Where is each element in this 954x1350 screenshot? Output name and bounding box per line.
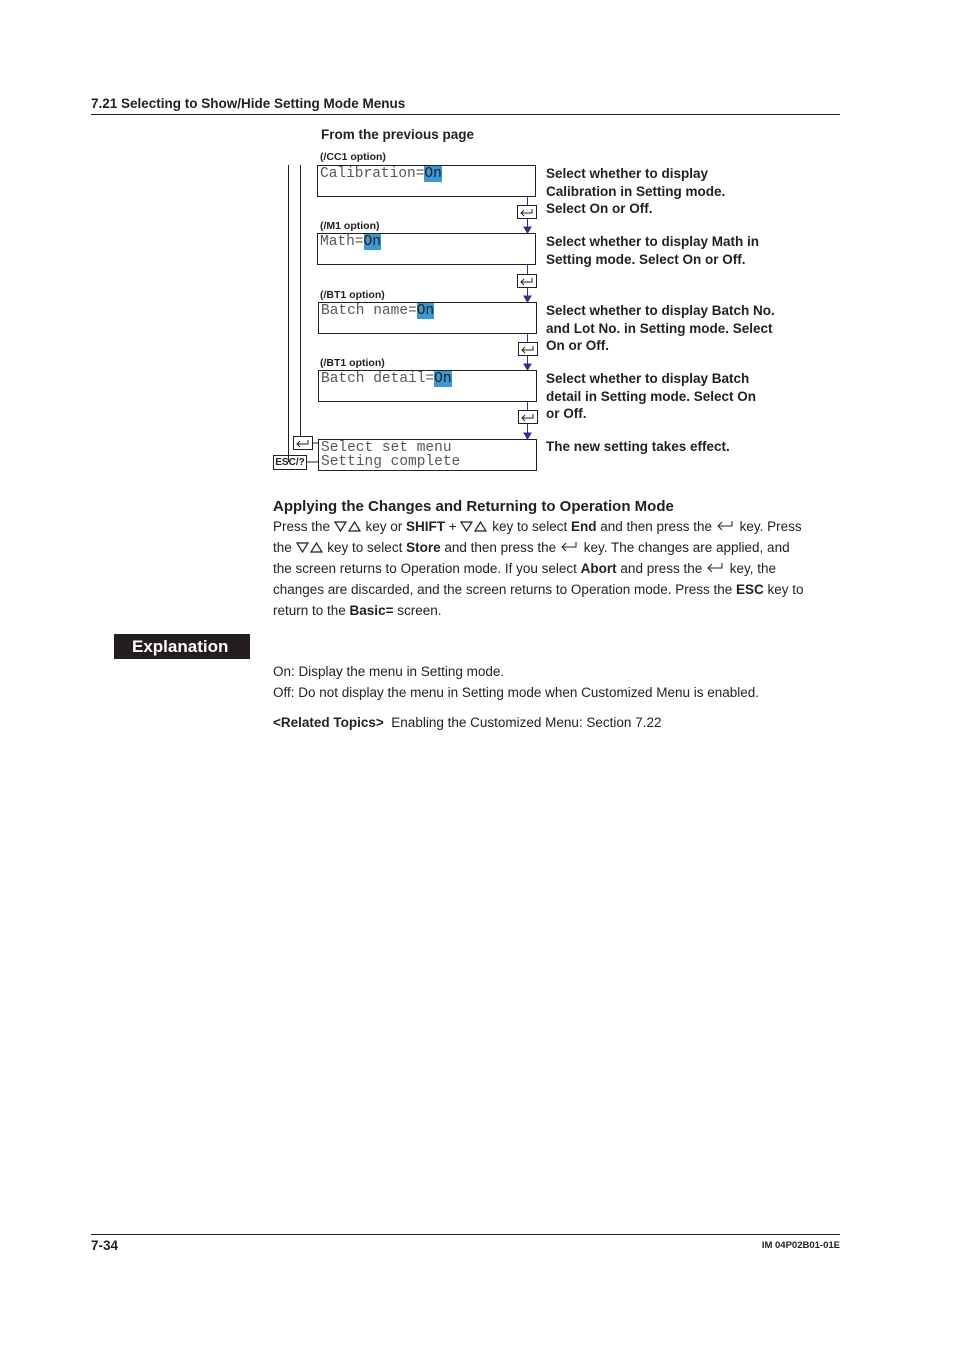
step-description — [546, 165, 806, 218]
enter-key-icon — [716, 519, 736, 534]
text: and then press the — [596, 519, 716, 534]
paragraph-line — [273, 558, 843, 579]
enter-key-icon — [517, 205, 537, 219]
enter-key-icon — [560, 540, 580, 555]
text: key or — [361, 519, 407, 534]
explanation-off-line: Off: Do not display the menu in Setting mode when Customized Menu is enabled. — [273, 685, 760, 700]
desc-line: Select whether to display — [546, 166, 709, 181]
enter-key-icon — [293, 436, 313, 450]
desc-line: detail in Setting mode. Select On — [546, 388, 757, 404]
text: Store — [406, 540, 441, 555]
final-description: The new setting takes effect. — [546, 439, 730, 454]
enter-key-icon — [517, 274, 537, 288]
option-label-m1: (/M1 option) — [320, 220, 380, 232]
esc-key: ESC/? — [273, 455, 307, 470]
text: screen. — [393, 603, 442, 618]
desc-line: or Off. — [546, 406, 587, 421]
text: and then press the — [440, 540, 560, 555]
page-number: 7-34 — [91, 1238, 119, 1253]
lcd-calibration — [317, 165, 536, 197]
text: SHIFT — [406, 519, 446, 534]
desc-line: and Lot No. in Setting mode. Select — [546, 320, 773, 336]
paragraph-line — [273, 600, 843, 621]
paragraph-line — [273, 579, 843, 600]
lcd-value: On — [434, 371, 452, 387]
option-label-cc1: (/CC1 option) — [320, 151, 386, 163]
applying-paragraph — [273, 516, 843, 621]
text: the — [273, 540, 296, 555]
lcd-value: On — [416, 303, 435, 319]
enter-key-icon — [706, 561, 726, 576]
paragraph-line — [273, 516, 843, 537]
desc-line: Select whether to display Batch No. — [546, 303, 775, 318]
step-description — [546, 233, 806, 268]
lcd-line: Select set menu — [321, 440, 452, 456]
text: key to — [763, 582, 804, 597]
option-label-bt1: (/BT1 option) — [320, 357, 385, 369]
down-up-keys-icon — [334, 519, 362, 534]
paragraph-line — [273, 537, 843, 558]
lcd-math — [317, 233, 536, 265]
explanation-on-line: On: Display the menu in Setting mode. — [273, 664, 505, 679]
step-description — [546, 370, 806, 423]
down-up-keys-icon — [460, 519, 488, 534]
lcd-value: On — [363, 234, 381, 250]
text: and press the — [616, 561, 706, 576]
down-up-keys-icon — [296, 540, 324, 555]
text: the screen returns to Operation mode. If you select — [273, 561, 581, 576]
from-previous-page: From the previous page — [321, 127, 475, 142]
text: + — [445, 519, 461, 534]
desc-line: Select On or Off. — [546, 201, 653, 216]
desc-line: Select whether to display Batch — [546, 371, 750, 386]
text: Basic= — [349, 603, 394, 618]
enter-key-icon — [518, 410, 538, 424]
text: ESC — [736, 582, 764, 597]
enter-key-icon — [518, 342, 538, 356]
lcd-batch-detail — [318, 370, 537, 402]
lcd-label: Batch name= — [321, 303, 417, 319]
option-label-bt1: (/BT1 option) — [320, 289, 385, 301]
desc-line: On or Off. — [546, 338, 609, 353]
related-topics — [273, 712, 843, 733]
text: key, the — [725, 561, 777, 576]
related-topics-label: <Related Topics> — [273, 715, 384, 730]
related-topics-text: Enabling the Customized Menu: Section 7.22 — [383, 715, 662, 730]
lcd-batch-name — [318, 302, 537, 334]
text: key. The changes are applied, and — [579, 540, 790, 555]
lcd-label: Batch detail= — [321, 371, 435, 387]
lcd-select-set-menu — [318, 439, 537, 471]
text: key. Press — [735, 519, 802, 534]
step-description — [546, 302, 806, 355]
text: key to select — [488, 519, 571, 534]
lcd-label: Calibration= — [320, 166, 425, 182]
desc-line: Select whether to display Math in — [546, 234, 760, 249]
footer-rule — [91, 1234, 840, 1235]
lcd-line: Setting complete — [321, 454, 461, 470]
text: End — [570, 519, 597, 534]
text: Abort — [580, 561, 617, 576]
lcd-label: Math= — [320, 234, 364, 250]
text: changes are discarded, and the screen returns to Operation mode. Press the — [273, 582, 737, 597]
desc-line: Setting mode. Select On or Off. — [546, 251, 746, 267]
lcd-value: On — [424, 166, 442, 182]
text: Press the — [273, 519, 334, 534]
section-title: 7.21 Selecting to Show/Hide Setting Mode Menus — [91, 96, 406, 111]
text: return to the — [273, 603, 350, 618]
explanation-heading: Explanation — [114, 634, 250, 659]
document-id: IM 04P02B01-01E — [761, 1240, 840, 1251]
applying-heading: Applying the Changes and Returning to Operation Mode — [273, 498, 674, 515]
text: key to select — [323, 540, 407, 555]
desc-line: Calibration in Setting mode. — [546, 183, 726, 199]
